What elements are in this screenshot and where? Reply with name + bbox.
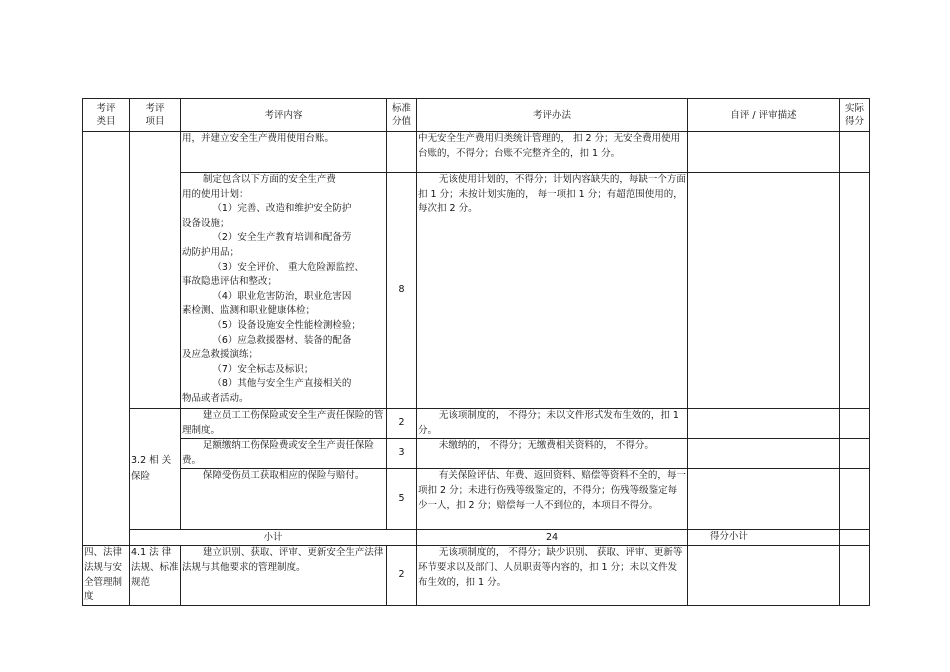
content-line: （1）完善、改造和维护安全防护 [212,203,352,215]
table-row [83,546,870,605]
method-cell: 有关保险评估、年费、返回资料、赔偿等资料不全的，每一项扣 2 分；未进行伤残等级鉴定的，不得分；伤残等级鉴定每少一人，扣 2 分；赔偿每一人不到位的，本项目不得分。 [417,469,688,530]
content-line: 用的使用计划： [182,188,249,200]
table-row [83,439,870,469]
score-cell: 2 [387,409,417,439]
score-cell: 3 [387,439,417,469]
table-row [83,173,870,409]
content-cell [181,173,387,409]
actual-score-cell [840,173,870,409]
content-line: （2）安全生产教育培训和配备劳 [212,232,352,244]
item-cell-law: 4.1 法 律法规、标准规范 [130,546,181,605]
content-line: 设备设施； [182,217,230,229]
header-content: 考评内容 [181,99,387,132]
content-cell: 足额缴纳工伤保险费或安全生产责任保险费。 [181,439,387,469]
self-eval-cell [688,469,840,530]
actual-score-cell [840,409,870,439]
method-cell: 无该使用计划的，不得分；计划内容缺失的，每缺一个方面扣 1 分；未按计划实施的， 每一项扣 1 分；有超范围使用的，每次扣 2 分。 [417,173,688,409]
self-eval-cell [688,409,840,439]
score-cell [387,132,417,173]
self-eval-cell [688,173,840,409]
table-header-row [83,99,870,132]
item-cell-empty [130,132,181,409]
actual-score-cell [840,132,870,173]
content-cell: 建立识别、获取、评审、更新安全生产法律法规与其他要求的管理制度。 [181,546,387,605]
table-row [83,409,870,439]
self-eval-cell [688,132,840,173]
item-cell-insurance: 3.2 相 关 保险 [130,409,181,530]
content-line: 素检测、监测和职业健康体检； [182,305,316,317]
header-category: 考评 类目 [83,99,130,132]
table-row [83,469,870,530]
subtotal-label: 小计 [130,530,417,546]
self-eval-cell [688,439,840,469]
evaluation-table [82,98,870,606]
header-score: 标准 分值 [387,99,417,132]
subtotal-method: 得分小计 [688,530,840,546]
method-cell: 无该项制度的， 不得分；缺少识别、 获取、评审、更新等环节要求以及部门、人员职责等内容的，扣 1 分；未以文件发布生效的，扣 1 分。 [417,546,688,605]
content-line: （7）安全标志及标识； [212,363,314,375]
score-cell: 8 [387,173,417,409]
content-line: 及应急救援演练； [182,349,259,361]
score-cell: 5 [387,469,417,530]
content-line: （3）安全评价、 重大危险源监控、 [212,261,364,273]
header-item: 考评 项目 [130,99,181,132]
content-line: （6）应急救援器材、装备的配备 [212,334,352,346]
content-line: （4）职业危害防治，职业危害因 [212,290,352,302]
category-cell-law: 四、法律法规与安全管理制度 [83,546,130,605]
self-eval-cell [840,530,870,546]
content-line: （5）设备设施安全性能检测检验； [212,319,361,331]
method-cell: 无该项制度的， 不得分；未以文件形式发布生效的，扣 1 分。 [417,409,688,439]
content-line: 事故隐患评估和整改； [182,276,278,288]
subtotal-score: 24 [417,530,688,546]
content-line: 制定包含以下方面的安全生产费 [202,174,336,185]
content-line: （8）其他与安全生产直接相关的 [212,378,352,390]
actual-score-cell [840,439,870,469]
category-cell-empty [83,132,130,546]
header-actual: 实际 得分 [840,99,870,132]
content-cell: 保障受伤员工获取相应的保险与赔付。 [181,469,387,530]
header-method: 考评办法 [417,99,688,132]
score-cell: 2 [387,546,417,605]
content-line: 动防护用品； [182,246,240,258]
method-cell: 中无安全生产费用归类统计管理的， 扣 2 分；无安全费用使用台账的，不得分；台账不完整齐全的，扣 1 分。 [417,132,688,173]
content-cell: 用，并建立安全生产费用使用台账。 [181,132,387,173]
header-self-eval: 自评 / 评审描述 [688,99,840,132]
actual-score-cell [840,546,870,605]
method-cell: 未缴纳的， 不得分；无缴费相关资料的， 不得分。 [417,439,688,469]
table-row [83,132,870,173]
content-cell: 建立员工工伤保险或安全生产责任保险的管理制度。 [181,409,387,439]
self-eval-cell [688,546,840,605]
actual-score-cell [840,469,870,530]
subtotal-row [83,530,870,546]
content-line: 物品或者活动。 [182,392,249,404]
